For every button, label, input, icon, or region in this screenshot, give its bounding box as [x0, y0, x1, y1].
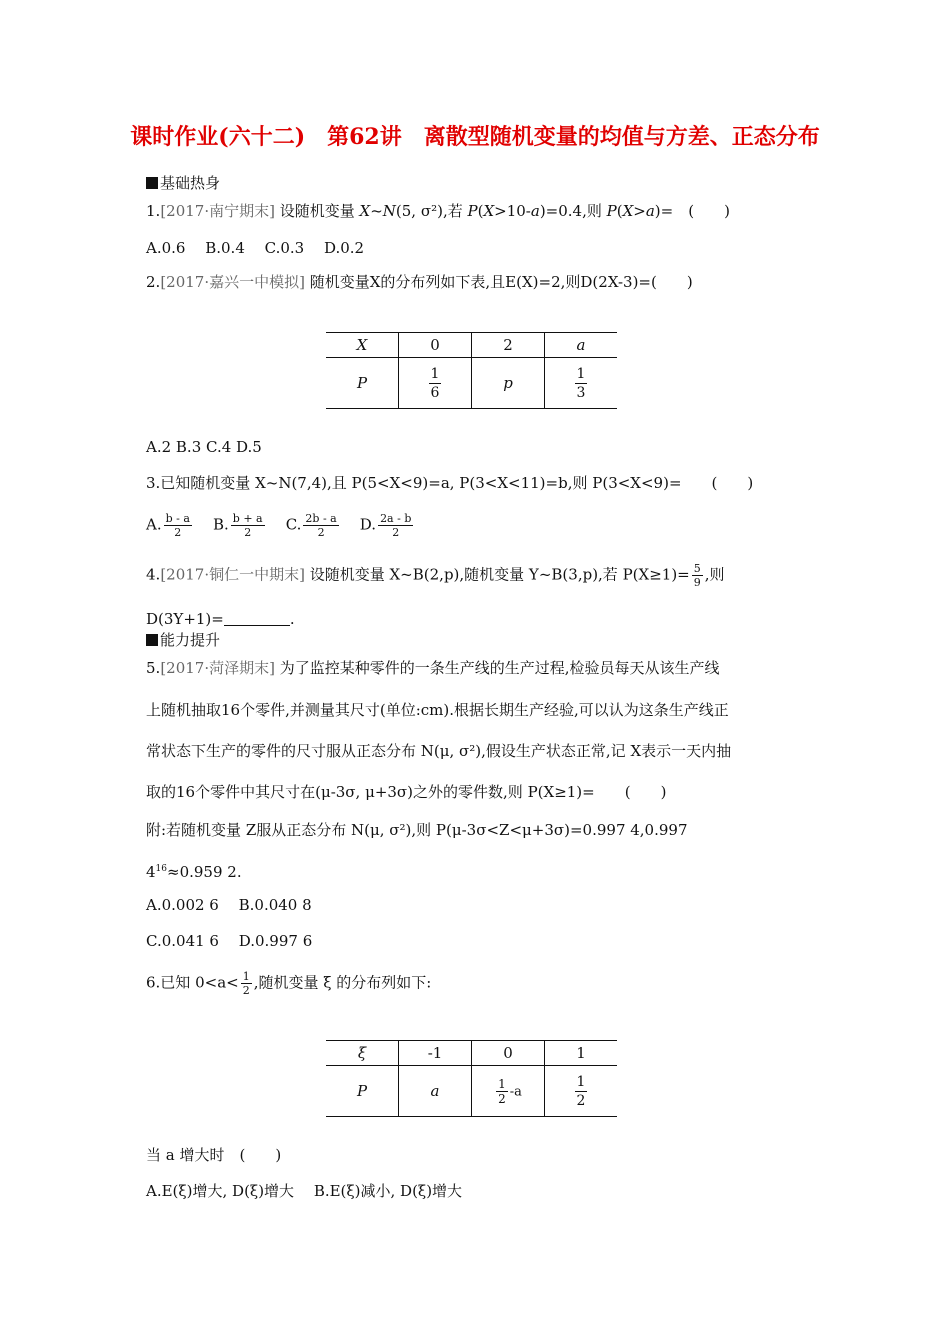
question-source: [2017·南宁期末]: [160, 202, 275, 220]
question-6-condition: 当 a 增大时 ( ): [146, 1146, 282, 1164]
page-title: 课时作业(六十二) 第62讲 离散型随机变量的均值与方差、正态分布: [130, 124, 820, 150]
fraction: $\frac{2a - b}{2}$: [380, 512, 412, 539]
question-5-line: $4^{16}\approx 0.959$ 2.: [146, 863, 242, 881]
fraction: $\frac{1}{2}$: [498, 1076, 506, 1106]
table-row: ξ -1 0 1: [326, 1041, 617, 1066]
question-5-line: 取的16个零件中其尺寸在(μ-3σ, μ+3σ)之外的零件数,则 P(X≥1)= ( ): [146, 783, 667, 801]
question-6-options: A.E(ξ)增大, D(ξ)增大 B.E(ξ)减小, D(ξ)增大: [146, 1182, 463, 1200]
fraction: $\frac{2b - a}{2}$: [305, 512, 337, 539]
question-source: [2017·菏泽期末]: [160, 659, 275, 677]
section-basic: 基础热身: [146, 174, 220, 192]
question-4-answer-line: D(3Y+1)= .: [146, 610, 295, 628]
section-advanced: 能力提升: [146, 631, 220, 649]
question-3-options: A. $\frac{b - a}{2}$ B. $\frac{b + a}{2}$ C. $\frac{2b - a}{2}$ D. $\frac{2a - b}{2}$: [146, 512, 412, 539]
distribution-table-x: [326, 332, 617, 409]
square-bullet-icon: [146, 177, 158, 189]
table-row: X 0 2 a: [326, 333, 617, 358]
fraction: $\frac{1}{6}$: [430, 365, 440, 401]
fraction: $\frac{b + a}{2}$: [232, 512, 263, 539]
square-bullet-icon: [146, 634, 158, 646]
table-row: P $\frac{1}{6}$ p $\frac{1}{3}$: [326, 358, 617, 409]
question-5: 5.[2017·菏泽期末] 为了监控某种零件的一条生产线的生产过程,检验员每天从该生产线: [146, 659, 720, 677]
question-3: 3.已知随机变量 X~N(7,4),且 P(5<X<9)=a, P(3<X<11)=b,则 P(3<X<9)= ( ): [146, 474, 754, 492]
question-6: 6.已知 0<a< $\frac{1}{2}$ ,随机变量 ξ 的分布列如下:: [146, 970, 432, 997]
table-row: P a $\frac{1}{2}$ -a $\frac{1}{2}$: [326, 1066, 617, 1117]
question-2-options: A.2 B.3 C.4 D.5: [146, 438, 262, 456]
question-1-options: A.0.6 B.0.4 C.0.3 D.0.2: [146, 239, 365, 257]
question-5-options: C.0.041 6 D.0.997 6: [146, 932, 313, 950]
question-1: 1.[2017·南宁期末] 设随机变量 X~N(5, σ²),若 P(X>10-a)=0.4,则 P(X>a)= ( ): [146, 202, 730, 220]
question-source: [2017·嘉兴一中模拟]: [160, 273, 305, 291]
answer-blank[interactable]: [224, 611, 290, 626]
distribution-table-xi: [326, 1040, 617, 1117]
fraction: $\frac{5}{9}$: [693, 562, 701, 589]
fraction: $\frac{1}{2}$: [576, 1073, 586, 1109]
question-5-line: 常状态下生产的零件的尺寸服从正态分布 N(μ, σ²),假设生产状态正常,记 X表示一天内抽: [146, 742, 732, 760]
fraction: $\frac{1}{2}$: [242, 970, 250, 997]
fraction: $\frac{b - a}{2}$: [165, 512, 190, 539]
question-5-line: 附:若随机变量 Z服从正态分布 N(μ, σ²),则 P(μ-3σ<Z<μ+3σ)=0.997 4,0.997: [146, 821, 688, 839]
question-4: 4.[2017·铜仁一中期末] 设随机变量 X~B(2,p),随机变量 Y~B(3,p),若 P(X≥1)= $\frac{5}{9}$ ,则: [146, 562, 725, 589]
question-5-line: 上随机抽取16个零件,并测量其尺寸(单位:cm).根据长期生产经验,可以认为这条生产线正: [146, 701, 729, 719]
fraction: $\frac{1}{3}$: [576, 365, 586, 401]
question-2: 2.[2017·嘉兴一中模拟] 随机变量X的分布列如下表,且E(X)=2,则D(2X-3)=( ): [146, 273, 693, 291]
question-5-options: A.0.002 6 B.0.040 8: [146, 896, 312, 914]
question-source: [2017·铜仁一中期末]: [160, 565, 305, 584]
